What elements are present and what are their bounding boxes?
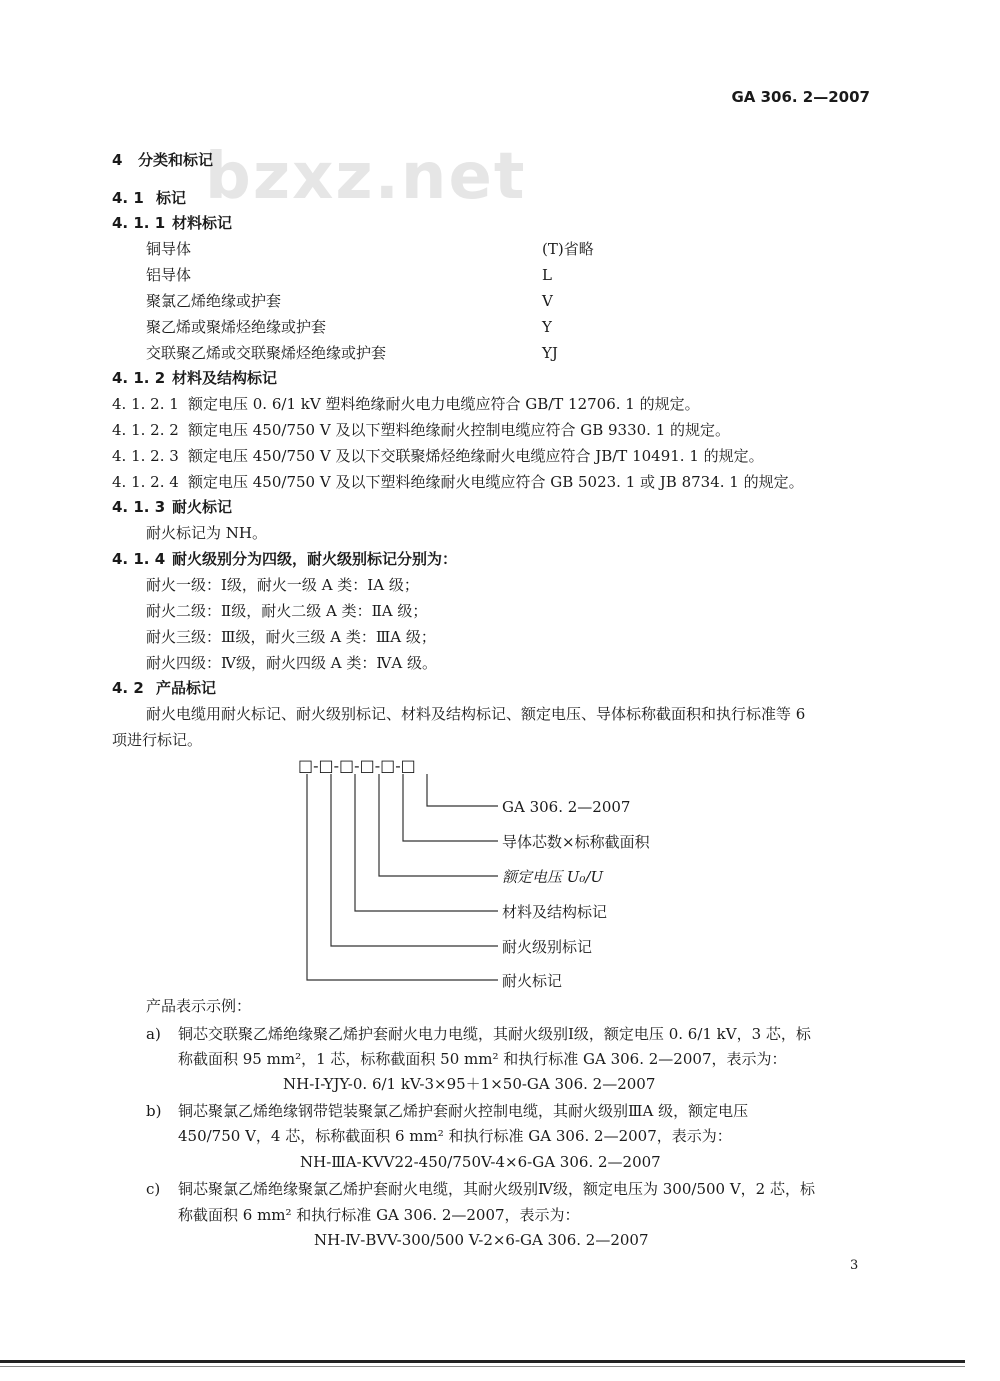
clause-text: 额定电压 450/750 V 及以下塑料绝缘耐火电缆应符合 GB 5023. 1 或 JB 8734. 1 的规定。 bbox=[188, 473, 804, 491]
example-text: 铜芯聚氯乙烯绝缘钢带铠装聚氯乙烯护套耐火控制电缆，其耐火级别ⅢA 级，额定电压 bbox=[178, 1102, 749, 1120]
example-label: a) bbox=[146, 1025, 161, 1043]
example-text: 450/750 V，4 芯，标称截面积 6 mm² 和执行标准 GA 306. 2—2007，表示为： bbox=[178, 1127, 732, 1145]
example-text: 称截面积 95 mm²，1 芯，标称截面积 50 mm² 和执行标准 GA 306. 2—2007，表示为： bbox=[178, 1050, 787, 1068]
diagram-label: GA 306. 2—2007 bbox=[502, 798, 631, 816]
material-name: 聚氯乙烯绝缘或护套 bbox=[146, 292, 282, 310]
diagram-label: 额定电压 U₀/U bbox=[502, 868, 604, 886]
subsection-title: 耐火级别分为四级，耐火级别标记分别为： bbox=[172, 550, 458, 568]
clause-number: 4. 1. 2. 1 bbox=[112, 395, 179, 413]
example-label: c) bbox=[146, 1180, 161, 1198]
subsection-number: 4. 1 bbox=[112, 189, 144, 207]
examples-title: 产品表示示例： bbox=[146, 997, 252, 1015]
subsection-title: 材料及结构标记 bbox=[172, 369, 278, 387]
paragraph: 耐火电缆用耐火标记、耐火级别标记、材料及结构标记、额定电压、导体标称截面积和执行标准等 6 bbox=[146, 705, 806, 723]
subsection-number: 4. 1. 2 bbox=[112, 369, 166, 387]
example-label: b) bbox=[146, 1102, 162, 1120]
rating-line: 耐火一级：Ⅰ级，耐火一级 A 类：ⅠA 级； bbox=[146, 576, 419, 594]
example-text: 铜芯交联聚乙烯绝缘聚乙烯护套耐火电力电缆，其耐火级别Ⅰ级，额定电压 0. 6/1 kV，3 芯，标 bbox=[178, 1025, 811, 1043]
example-code: NH-Ⅳ-BVV-300/500 V-2×6-GA 306. 2—2007 bbox=[314, 1231, 649, 1249]
document-code-header: GA 306. 2—2007 bbox=[731, 88, 870, 106]
material-name: 聚乙烯或聚烯烃绝缘或护套 bbox=[146, 318, 327, 336]
subsection-title: 产品标记 bbox=[156, 679, 217, 697]
subsection-title: 材料标记 bbox=[172, 214, 233, 232]
material-code: YJ bbox=[542, 344, 558, 362]
example-text: 铜芯聚氯乙烯绝缘聚氯乙烯护套耐火电缆，其耐火级别Ⅳ级，额定电压为 300/500 V，2 芯，标 bbox=[178, 1180, 815, 1198]
subsection-title: 标记 bbox=[156, 189, 187, 207]
rating-line: 耐火四级：Ⅳ级，耐火四级 A 类：ⅣA 级。 bbox=[146, 654, 437, 672]
diagram-label: 耐火级别标记 bbox=[502, 938, 593, 956]
subsection-title: 耐火标记 bbox=[172, 498, 233, 516]
section-number: 4 bbox=[112, 151, 123, 169]
clause-text: 额定电压 450/750 V 及以下塑料绝缘耐火控制电缆应符合 GB 9330. 1 的规定。 bbox=[188, 421, 731, 439]
clause-number: 4. 1. 2. 3 bbox=[112, 447, 179, 465]
subsection-number: 4. 1. 4 bbox=[112, 550, 166, 568]
material-code: Y bbox=[542, 318, 552, 336]
clause-number: 4. 1. 2. 4 bbox=[112, 473, 179, 491]
example-code: NH-Ⅰ-YJY-0. 6/1 kV-3×95＋1×50-GA 306. 2—2007 bbox=[283, 1075, 656, 1093]
diagram-label: 耐火标记 bbox=[502, 972, 563, 990]
page-number: 3 bbox=[850, 1258, 859, 1273]
example-code: NH-ⅢA-KVV22-450/750V-4×6-GA 306. 2—2007 bbox=[300, 1153, 661, 1171]
bottom-rule bbox=[0, 1360, 965, 1363]
subsection-number: 4. 1. 3 bbox=[112, 498, 166, 516]
watermark: bzxz.net bbox=[205, 140, 527, 214]
subsection-number: 4. 2 bbox=[112, 679, 144, 697]
material-name: 铝导体 bbox=[146, 266, 192, 284]
clause-text: 额定电压 450/750 V 及以下交联聚烯烃绝缘耐火电缆应符合 JB/T 10491. 1 的规定。 bbox=[188, 447, 764, 465]
example-text: 称截面积 6 mm² 和执行标准 GA 306. 2—2007，表示为： bbox=[178, 1206, 580, 1224]
diagram-label: 材料及结构标记 bbox=[502, 903, 608, 921]
clause-text: 额定电压 0. 6/1 kV 塑料绝缘耐火电力电缆应符合 GB/T 12706. 1 的规定。 bbox=[188, 395, 700, 413]
material-code: L bbox=[542, 266, 552, 284]
section-title: 分类和标记 bbox=[138, 151, 214, 169]
paragraph: 项进行标记。 bbox=[112, 731, 203, 749]
material-code: (T)省略 bbox=[542, 240, 594, 258]
marking-boxes: □-□-□-□-□-□ bbox=[298, 756, 416, 775]
diagram-label: 导体芯数×标称截面积 bbox=[502, 833, 650, 851]
material-code: V bbox=[542, 292, 553, 310]
clause-number: 4. 1. 2. 2 bbox=[112, 421, 179, 439]
subsection-number: 4. 1. 1 bbox=[112, 214, 166, 232]
material-name: 铜导体 bbox=[146, 240, 192, 258]
rating-line: 耐火三级：Ⅲ级，耐火三级 A 类：ⅢA 级； bbox=[146, 628, 436, 646]
material-name: 交联聚乙烯或交联聚烯烃绝缘或护套 bbox=[146, 344, 387, 362]
paragraph: 耐火标记为 NH。 bbox=[146, 524, 267, 542]
rating-line: 耐火二级：Ⅱ级，耐火二级 A 类：ⅡA 级； bbox=[146, 602, 428, 620]
bottom-rule-thin bbox=[0, 1366, 965, 1367]
